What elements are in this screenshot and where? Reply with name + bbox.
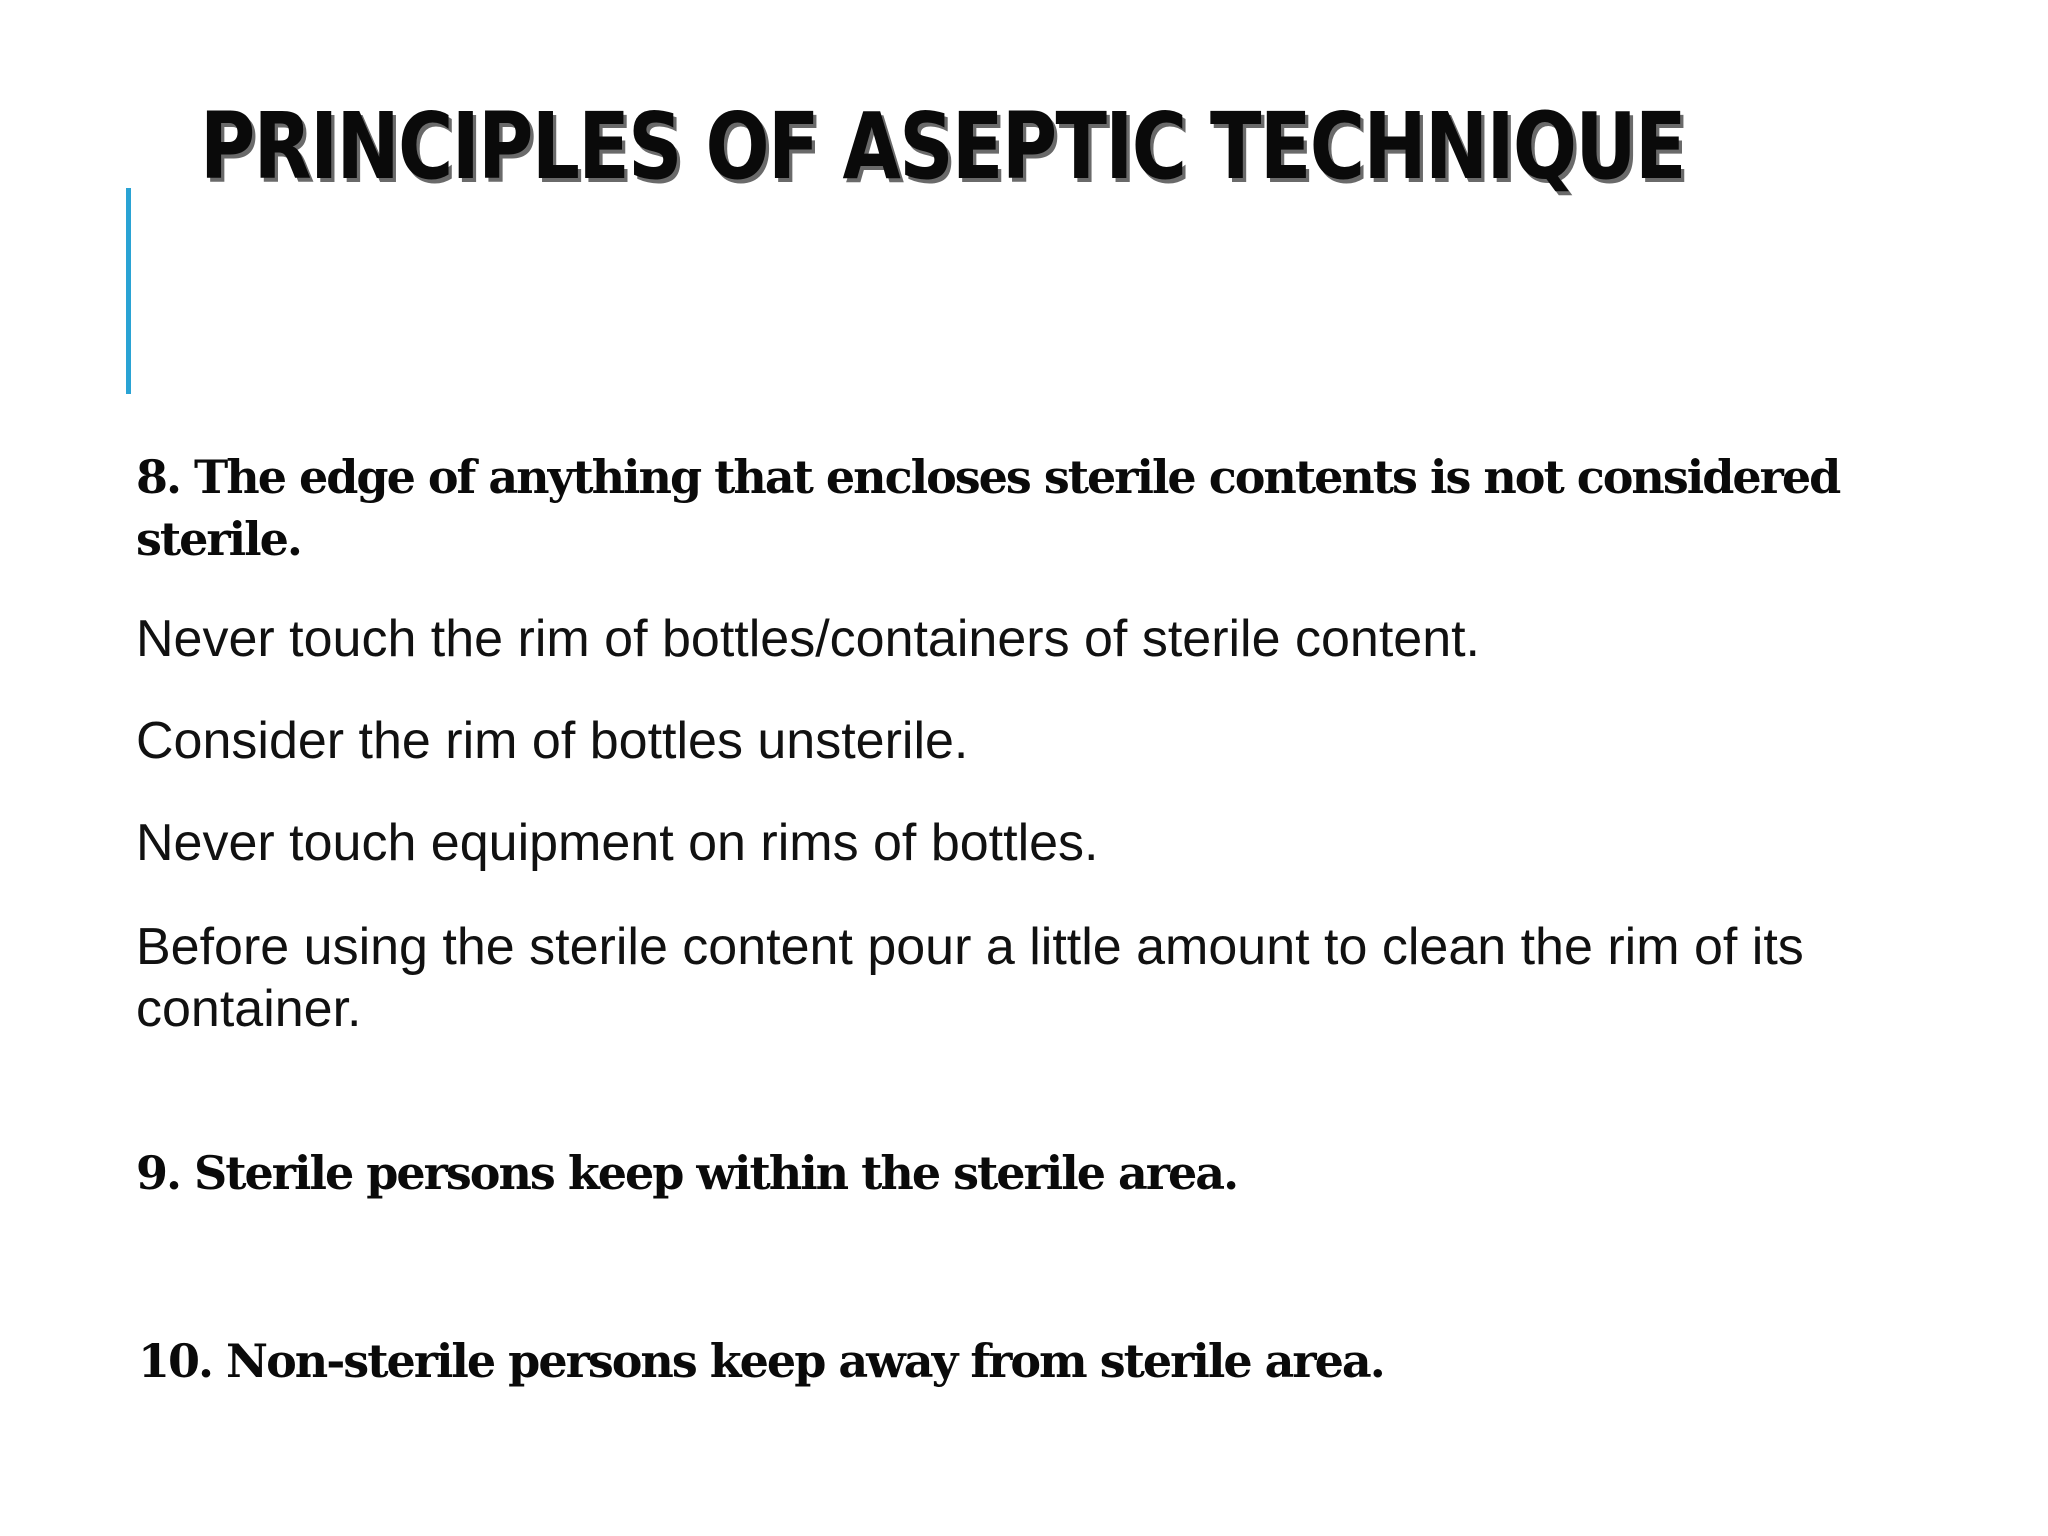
point-9-heading: 9. Sterile persons keep within the sterile area. — [136, 1146, 1238, 1200]
accent-bar — [126, 188, 131, 394]
point-10-heading: 10. Non-sterile persons keep away from sterile area. — [138, 1334, 1384, 1388]
point-8-detail: Consider the rim of bottles unsterile. — [136, 712, 969, 770]
point-8-detail: Never touch the rim of bottles/containers of sterile content. — [136, 610, 1481, 668]
slide-title: PRINCIPLES OF ASEPTIC TECHNIQUE — [200, 93, 1685, 200]
point-8-detail: Never touch equipment on rims of bottles. — [136, 814, 1099, 872]
point-8-detail: Before using the sterile content pour a little amount to clean the rim of its container. — [136, 918, 1804, 1038]
point-8-heading: 8. The edge of anything that encloses sterile contents is not considered sterile. — [136, 450, 1840, 566]
